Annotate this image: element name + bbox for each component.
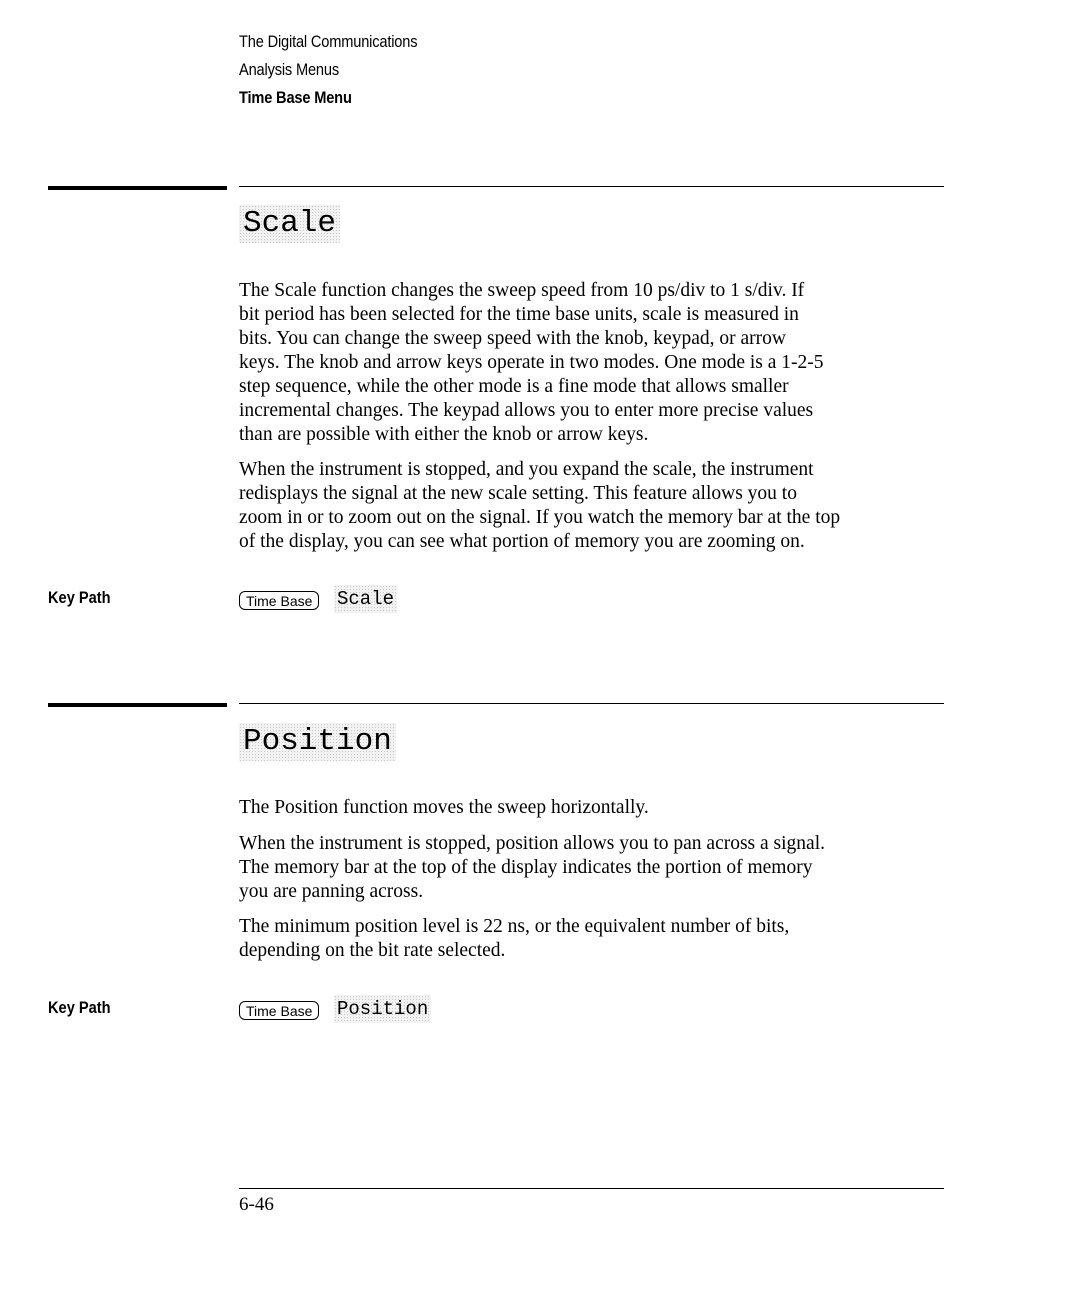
section-rule-thick (48, 703, 227, 707)
position-paragraph-3: The minimum position level is 22 ns, or the equivalent number of bits, depending on the bit rate selected. (239, 916, 790, 961)
header-chapter: The Digital Communications (239, 32, 418, 51)
key-path-label: Key Path (48, 998, 111, 1017)
section-rule-thin (239, 186, 944, 187)
section-rule-thick (48, 186, 227, 190)
softkey-position: Position (334, 995, 431, 1023)
footer-rule (239, 1188, 944, 1189)
scale-paragraph-1: The Scale function changes the sweep speed from 10 ps/div to 1 s/div. If bit period has been selected for the time base units, scale is measured in bits. You can change the sweep speed with the knob, keypad, or arrow keys. The knob and arrow keys operate in two modes. One mode is a 1-2-5 step sequence, while the other mode is a fine mode that allows smaller incremental changes. The keypad allows you to enter more precise values than are possible with either the knob or arrow keys. (239, 280, 824, 445)
section-title-scale: Scale (239, 205, 340, 243)
page-number: 6-46 (239, 1194, 274, 1215)
section-rule-thin (239, 703, 944, 704)
position-paragraph-2: When the instrument is stopped, position allows you to pan across a signal. The memory bar at the top of the display indicates the portion of memory you are panning across. (239, 833, 825, 902)
hardkey-time-base: Time Base (239, 1001, 319, 1020)
key-path-label: Key Path (48, 588, 111, 607)
hardkey-time-base: Time Base (239, 591, 319, 610)
softkey-scale: Scale (334, 585, 397, 613)
header-section: Analysis Menus (239, 60, 339, 79)
scale-paragraph-2: When the instrument is stopped, and you expand the scale, the instrument redisplays the signal at the new scale setting. This feature allows you to zoom in or to zoom out on the signal. If you watch the memory bar at the top of the display, you can see what portion of memory you are zooming on. (239, 459, 841, 552)
position-paragraph-1: The Position function moves the sweep horizontally. (239, 797, 649, 818)
section-title-position: Position (239, 723, 396, 761)
header-menu: Time Base Menu (239, 88, 352, 107)
